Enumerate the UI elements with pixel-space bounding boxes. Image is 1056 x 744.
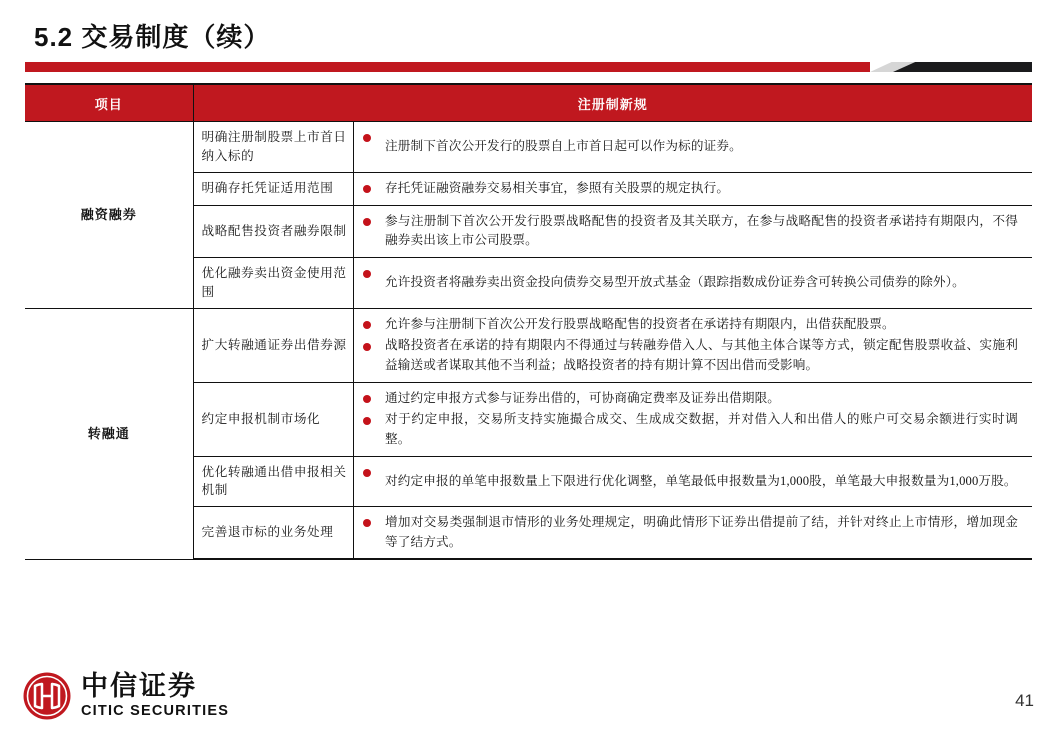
bullet-dot-icon	[363, 270, 371, 278]
content-bullet-text: 对于约定申报，交易所支持实施撮合成交、生成成交数据，并对借入人和出借人的账户可交易余额进行实时调整。	[385, 412, 1018, 446]
page-title: 5.2 交易制度（续）	[34, 22, 271, 52]
row-content	[381, 205, 1032, 257]
content-bullet-text: 对约定申报的单笔申报数量上下限进行优化调整，单笔最低申报数量为1,000股，单笔最大申报数量为1,000万股。	[385, 473, 1017, 488]
bullet-dot-icon	[354, 469, 382, 477]
row-topic: 优化融券卖出资金使用范围	[193, 257, 353, 308]
bullet-dot-icon	[363, 417, 371, 425]
bullet-markers	[353, 507, 381, 560]
content-bullet-text: 允许投资者将融券卖出资金投向债券交易型开放式基金（跟踪指数成份证券含可转换公司债券的除外）。	[385, 274, 965, 289]
row-content	[381, 257, 1032, 308]
row-topic: 明确存托凭证适用范围	[193, 172, 353, 205]
row-content	[381, 382, 1032, 456]
table-row	[25, 308, 1032, 382]
bullet-dot-icon	[354, 519, 382, 527]
bullet-dot-icon	[363, 321, 371, 329]
row-content	[381, 122, 1032, 173]
column-header-item: 项目	[25, 84, 193, 122]
row-topic: 扩大转融通证券出借券源	[193, 308, 353, 382]
bullet-dot-icon	[354, 395, 382, 403]
bullet-dot-icon	[354, 343, 382, 351]
row-topic: 完善退市标的业务处理	[193, 507, 353, 560]
row-group-label: 融资融券	[25, 122, 193, 309]
row-topic: 约定申报机制市场化	[193, 382, 353, 456]
content-bullet-text: 参与注册制下首次公开发行股票战略配售的投资者及其关联方，在参与战略配售的投资者承诺持有期限内，不得融券卖出该上市公司股票。	[385, 213, 1018, 248]
regulation-table	[25, 83, 1032, 560]
content-bullet-text: 通过约定申报方式参与证券出借的，可协商确定费率及证券出借期限。	[385, 390, 781, 405]
bullet-dot-icon	[363, 469, 371, 477]
citic-emblem-icon	[22, 671, 72, 721]
table-body	[25, 122, 1032, 560]
bullet-markers	[353, 456, 381, 507]
row-topic: 优化转融通出借申报相关机制	[193, 456, 353, 507]
bullet-markers	[353, 172, 381, 205]
bullet-dot-icon	[354, 417, 382, 425]
bullet-dot-icon	[354, 218, 382, 226]
bullet-dot-icon	[354, 185, 382, 193]
content-bullet-text: 注册制下首次公开发行的股票自上市首日起可以作为标的证券。	[385, 139, 742, 154]
header-accent-stripe	[25, 62, 1032, 72]
bullet-markers	[353, 308, 381, 382]
content-bullet-text: 存托凭证融资融券交易相关事宜，参照有关股票的规定执行。	[385, 181, 730, 196]
bullet-dot-icon	[354, 270, 382, 278]
bullet-markers	[353, 257, 381, 308]
brand-name-en: CITIC SECURITIES	[81, 703, 230, 720]
content-bullet-text: 增加对交易类强制退市情形的业务处理规定，明确此情形下证券出借提前了结，并针对终止上市情形，增加现金等了结方式。	[385, 515, 1018, 549]
column-header-content: 注册制新规	[193, 84, 1032, 122]
accent-stripe-red-segment	[25, 62, 870, 72]
page-number: 41	[1015, 691, 1034, 710]
bullet-dot-icon	[354, 321, 382, 329]
brand-logo-text	[81, 673, 229, 719]
bullet-dot-icon	[363, 185, 371, 193]
row-content	[381, 507, 1032, 560]
bullet-markers	[353, 205, 381, 257]
row-content	[381, 308, 1032, 382]
row-content	[381, 172, 1032, 205]
bullet-dot-icon	[363, 519, 371, 527]
bullet-dot-icon	[363, 218, 371, 226]
bullet-dot-icon	[363, 134, 371, 142]
row-topic: 战略配售投资者融券限制	[193, 205, 353, 257]
bullet-markers	[353, 122, 381, 173]
table-header-row	[25, 84, 1032, 122]
table-row	[25, 122, 1032, 173]
brand-name-cn: 中信证券	[81, 671, 197, 702]
content-bullet-text: 战略投资者在承诺的持有期限内不得通过与转融券借入人、与其他主体合谋等方式，锁定配售股票收益、实施利益输送或者谋取其他不当利益；战略投资者的持有期计算不因出借而受影响。	[385, 338, 1018, 372]
accent-stripe-black-segment	[893, 62, 1032, 72]
row-group-label: 转融通	[25, 308, 193, 559]
bullet-dot-icon	[363, 395, 371, 403]
brand-logo	[22, 671, 229, 721]
row-topic: 明确注册制股票上市首日纳入标的	[193, 122, 353, 173]
bullet-dot-icon	[354, 134, 382, 142]
content-bullet-text: 允许参与注册制下首次公开发行股票战略配售的投资者在承诺持有期限内，出借获配股票。	[385, 316, 895, 331]
row-content	[381, 456, 1032, 507]
bullet-dot-icon	[363, 343, 371, 351]
bullet-markers	[353, 382, 381, 456]
